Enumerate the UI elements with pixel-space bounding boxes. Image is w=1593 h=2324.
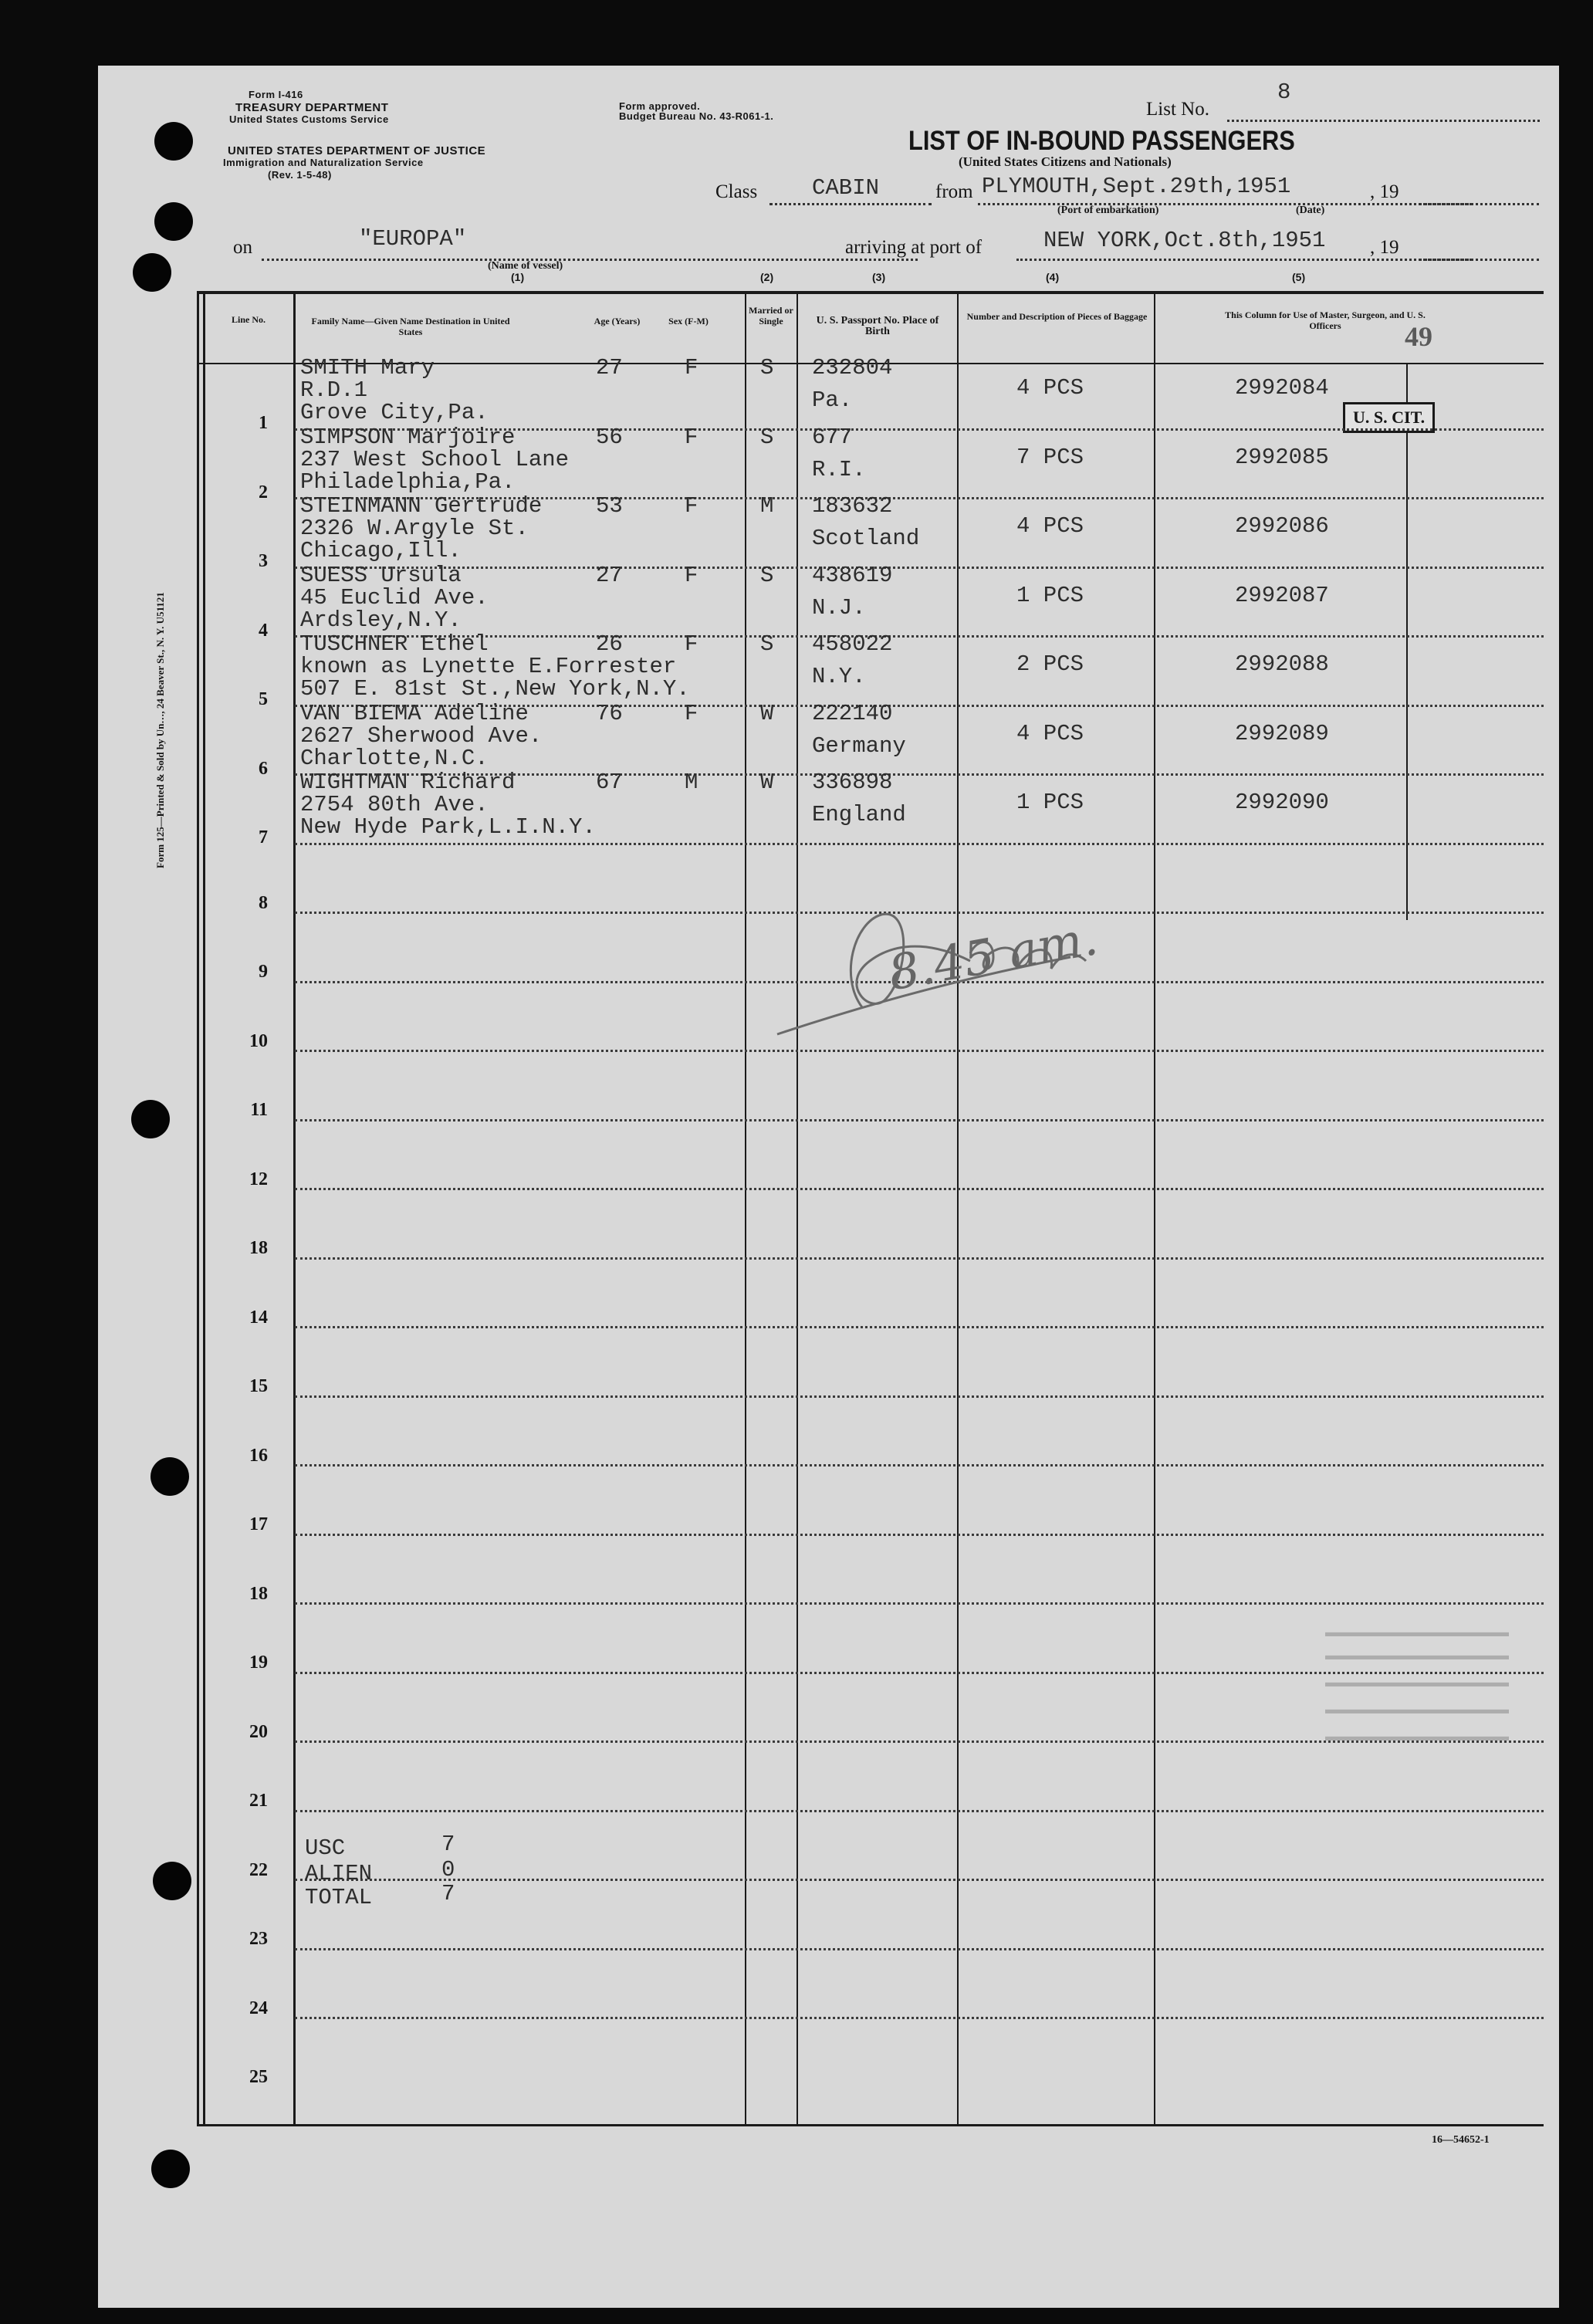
punch-hole	[154, 122, 193, 161]
row-divider	[295, 1810, 1544, 1812]
officer-number: 2992089	[1235, 720, 1329, 746]
total-label: TOTAL	[305, 1885, 373, 1910]
passport-number: 438619	[812, 562, 893, 588]
sex-value: F	[685, 562, 698, 588]
passport-number: 222140	[812, 700, 893, 726]
list-no-value: 8	[1277, 79, 1291, 105]
from-year-label: , 19	[1370, 181, 1399, 202]
birth-place: N.J.	[812, 594, 866, 621]
baggage-count: 1 PCS	[1016, 790, 1084, 815]
budget-bureau: Budget Bureau No. 43-R061-1.	[619, 110, 774, 122]
marital-status: S	[760, 424, 774, 450]
marital-status: M	[760, 493, 774, 519]
bleed-text-3: ▬▬▬▬▬▬▬▬▬▬▬▬▬▬	[1325, 1675, 1509, 1690]
us-cit-stamp: U. S. CIT.	[1343, 402, 1435, 433]
arrival-value: NEW YORK,Oct.8th,1951	[1043, 228, 1326, 253]
baggage-count: 1 PCS	[1016, 582, 1084, 608]
col-num-3: (3)	[872, 271, 886, 283]
line-number: 25	[249, 2067, 268, 2087]
sex-value: M	[685, 770, 698, 795]
table-top-rule	[197, 291, 1544, 294]
line-number: 17	[249, 1514, 268, 1534]
total-value: 7	[441, 1881, 455, 1906]
col-num-1: (1)	[511, 271, 525, 283]
line-number: 21	[249, 1791, 268, 1811]
bleed-text-2: ▬▬▬▬▬▬▬▬▬▬▬▬▬▬	[1325, 1648, 1509, 1663]
class-label: Class	[715, 181, 758, 202]
line-number: 7	[259, 827, 268, 847]
vessel-caption: (Name of vessel)	[488, 260, 563, 272]
line-number: 11	[250, 1100, 268, 1120]
passport-number: 336898	[812, 770, 893, 795]
baggage-count: 4 PCS	[1016, 720, 1084, 746]
sex-value: F	[685, 355, 698, 381]
marital-status: S	[760, 355, 774, 381]
officer-number: 2992084	[1235, 375, 1329, 401]
birth-place: Pa.	[812, 387, 853, 413]
address-line-2: Chicago,Ill.	[300, 538, 462, 563]
passenger-name: SUESS Ursula	[300, 562, 462, 588]
col-num-2: (2)	[760, 271, 774, 283]
passport-number: 183632	[812, 493, 893, 519]
row-divider	[295, 1188, 1544, 1190]
passport-number: 677	[812, 424, 853, 450]
hdr-age: Age (Years)	[594, 316, 641, 326]
sex-value: F	[685, 700, 698, 726]
address-line-1: known as Lynette E.Forrester	[300, 654, 677, 679]
line-number: 22	[249, 1859, 268, 1880]
class-line	[769, 203, 932, 205]
dept1: TREASURY DEPARTMENT	[235, 101, 389, 114]
sex-value: F	[685, 424, 698, 450]
arriving-label: arriving at port of	[845, 237, 983, 258]
from-label: from	[935, 181, 973, 202]
class-value: CABIN	[812, 175, 880, 201]
baggage-count: 2 PCS	[1016, 651, 1084, 677]
age-value: 76	[596, 700, 623, 726]
officer-number: 2992085	[1235, 444, 1329, 470]
line-number: 20	[249, 1721, 268, 1742]
list-no-label: List No.	[1146, 99, 1209, 120]
bleed-text-1: ▬▬▬▬▬▬▬▬▬▬▬▬▬▬	[1325, 1625, 1509, 1639]
officer-number: 2992087	[1235, 582, 1329, 608]
hdr-passport: U. S. Passport No. Place of Birth	[816, 315, 939, 337]
birth-place: R.I.	[812, 456, 866, 482]
line-number: 3	[259, 551, 268, 571]
line-number: 9	[259, 962, 268, 982]
date-caption: (Date)	[1296, 205, 1325, 216]
table-left-rule	[197, 291, 199, 2126]
alien-value: 0	[441, 1857, 455, 1883]
form-title: LIST OF IN-BOUND PASSENGERS	[908, 126, 1295, 156]
sex-value: F	[685, 493, 698, 519]
arrival-year-line	[1419, 259, 1539, 261]
table-bottom-rule	[197, 2124, 1544, 2126]
col-num-4: (4)	[1046, 271, 1060, 283]
birth-place: Germany	[812, 732, 906, 759]
address-line-2: Ardsley,N.Y.	[300, 607, 462, 633]
handwritten-time: 8.45 am.	[884, 909, 1102, 1002]
birth-place: N.Y.	[812, 664, 866, 689]
bleed-text-4: ▬▬▬▬▬▬▬▬▬▬▬▬▬▬	[1325, 1702, 1509, 1717]
age-value: 27	[596, 562, 623, 588]
arrival-year-label: , 19	[1370, 237, 1399, 258]
vessel-name: "EUROPA"	[359, 226, 467, 252]
line-number: 6	[259, 758, 268, 779]
passenger-name: VAN BIEMA Adeline	[300, 700, 529, 726]
row-divider	[295, 1879, 1544, 1881]
row-divider	[295, 843, 1544, 845]
baggage-count: 4 PCS	[1016, 375, 1084, 401]
form-approved: Form approved.	[619, 100, 701, 112]
baggage-count: 7 PCS	[1016, 444, 1084, 470]
line-number: 10	[249, 1030, 268, 1051]
list-no-line	[1227, 120, 1540, 122]
alien-label: ALIEN	[305, 1861, 373, 1886]
form-subtitle: (United States Citizens and Nationals)	[959, 154, 1172, 169]
marital-status: W	[760, 700, 774, 726]
passport-number: 458022	[812, 631, 893, 657]
row-divider	[295, 1534, 1544, 1536]
form-sheet	[98, 66, 1559, 2308]
line-number: 4	[259, 620, 268, 641]
row-divider	[295, 1672, 1544, 1674]
dept1-sub: United States Customs Service	[229, 113, 389, 125]
passenger-name: WIGHTMAN Richard	[300, 770, 516, 795]
line-number: 2	[259, 482, 268, 502]
hdr-married: Married or Single	[749, 305, 793, 326]
dept2-sub: Immigration and Naturalization Service	[223, 157, 424, 168]
line-number: 18	[249, 1583, 268, 1604]
line-number: 1	[259, 413, 268, 433]
row-divider	[295, 1119, 1544, 1121]
age-value: 26	[596, 631, 623, 657]
address-line-1: 2326 W.Argyle St.	[300, 516, 529, 541]
marital-status: S	[760, 562, 774, 588]
age-value: 27	[596, 355, 623, 381]
punch-hole	[131, 1100, 170, 1138]
row-divider	[295, 567, 1544, 569]
line-number: 14	[249, 1307, 268, 1328]
printer-side-text: Form 125—Printed & Sold by Un…, 24 Beaver St., N. Y. U51121	[154, 592, 166, 868]
from-value: PLYMOUTH,Sept.29th,1951	[982, 174, 1291, 199]
address-line-1: 2754 80th Ave.	[300, 792, 489, 817]
page-number: 49	[1405, 321, 1432, 352]
line-number: 19	[249, 1653, 268, 1673]
passenger-name: TUSCHNER Ethel	[300, 631, 489, 657]
row-divider	[295, 1464, 1544, 1466]
passenger-name: STEINMANN Gertrude	[300, 493, 543, 519]
row-divider	[295, 1948, 1544, 1950]
arrival-line	[1016, 259, 1472, 261]
punch-hole	[151, 2150, 190, 2188]
line-number: 18	[249, 1238, 268, 1258]
revision: (Rev. 1-5-48)	[268, 169, 332, 181]
passport-number: 232804	[812, 355, 893, 381]
col-num-5: (5)	[1292, 271, 1306, 283]
punch-hole	[151, 1457, 189, 1496]
form-id: Form I-416	[249, 89, 303, 100]
baggage-count: 4 PCS	[1016, 513, 1084, 539]
punch-hole	[133, 253, 171, 292]
hdr-name: Family Name—Given Name Destination in United States	[311, 316, 510, 337]
from-line	[978, 203, 1472, 205]
address-line-1: 2627 Sherwood Ave.	[300, 722, 543, 749]
address-line-2: Charlotte,N.C.	[300, 745, 489, 771]
usc-value: 7	[441, 1832, 455, 1857]
age-value: 67	[596, 770, 623, 795]
hdr-baggage: Number and Description of Pieces of Baggage	[966, 311, 1148, 322]
punch-hole	[154, 202, 193, 241]
embark-caption: (Port of embarkation)	[1057, 205, 1159, 216]
line-number: 12	[249, 1169, 268, 1189]
passenger-name: SIMPSON Marjoire	[300, 424, 516, 450]
hdr-sex: Sex (F-M)	[668, 316, 709, 326]
address-line-1: 45 Euclid Ave.	[300, 584, 489, 611]
punch-hole	[153, 1862, 191, 1900]
officer-sub-rule	[1406, 364, 1408, 920]
birth-place: England	[812, 802, 906, 827]
vessel-line	[262, 259, 918, 261]
row-divider	[295, 1602, 1544, 1605]
marital-status: W	[760, 770, 774, 795]
line-number: 15	[249, 1376, 268, 1396]
birth-place: Scotland	[812, 526, 920, 551]
marital-status: S	[760, 631, 774, 657]
on-label: on	[233, 237, 252, 258]
usc-label: USC	[305, 1835, 346, 1861]
address-line-2: Philadelphia,Pa.	[300, 469, 516, 495]
table-left-rule-inner	[203, 291, 205, 2126]
line-number: 16	[249, 1445, 268, 1466]
passenger-name: SMITH Mary	[300, 355, 435, 381]
age-value: 53	[596, 493, 623, 519]
address-line-2: New Hyde Park,L.I.N.Y.	[300, 814, 596, 840]
officer-number: 2992088	[1235, 651, 1329, 677]
sex-value: F	[685, 631, 698, 657]
row-divider	[295, 1257, 1544, 1260]
address-line-1: R.D.1	[300, 377, 368, 403]
address-line-1: 237 West School Lane	[300, 446, 570, 472]
row-divider	[295, 2017, 1544, 2019]
age-value: 56	[596, 424, 623, 450]
hdr-line-no: Line No.	[231, 314, 266, 325]
from-year-line	[1419, 203, 1539, 205]
line-number: 24	[249, 1998, 268, 2018]
line-number: 8	[259, 892, 268, 913]
officer-number: 2992086	[1235, 513, 1329, 539]
hdr-officers: This Column for Use of Master, Surgeon, and U. S. Officers	[1225, 310, 1426, 331]
row-divider	[295, 1326, 1544, 1328]
address-line-2: Grove City,Pa.	[300, 400, 489, 425]
officer-number: 2992090	[1235, 790, 1329, 815]
line-number: 23	[249, 1929, 268, 1949]
dept2: UNITED STATES DEPARTMENT OF JUSTICE	[228, 144, 486, 157]
line-number: 5	[259, 689, 268, 709]
bleed-text-5: ▬▬▬▬▬▬▬▬▬▬▬▬▬▬	[1325, 1729, 1509, 1744]
row-divider	[295, 1395, 1544, 1398]
address-line-2: 507 E. 81st St.,New York,N.Y.	[300, 676, 690, 702]
footer-code: 16—54652-1	[1432, 2134, 1490, 2146]
